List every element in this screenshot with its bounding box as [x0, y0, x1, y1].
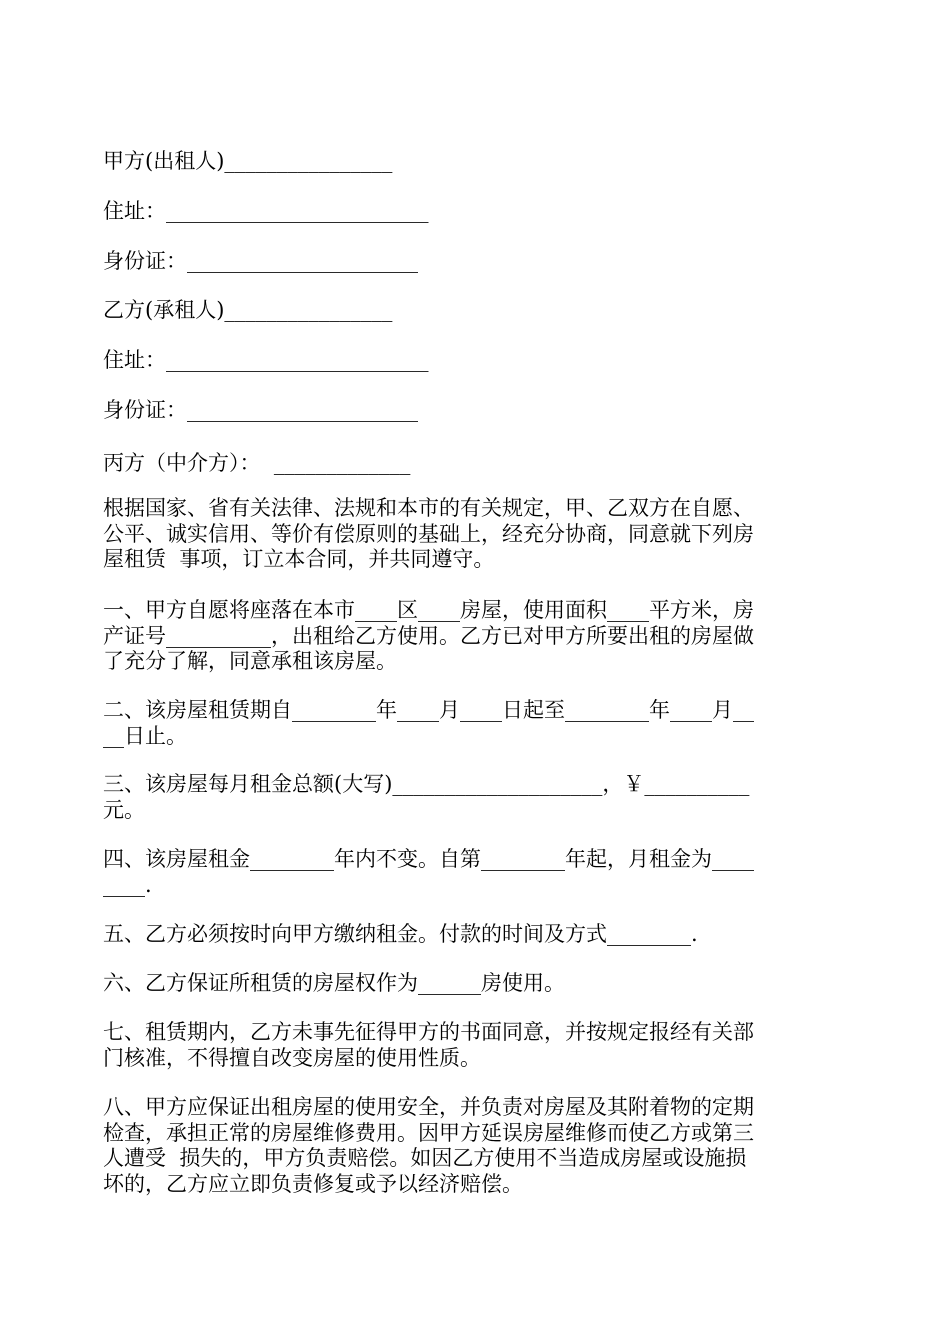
lessee-blank: ________________	[224, 298, 393, 322]
intro-line: 屋租赁 事项，订立本合同，并共同遵守。	[103, 547, 495, 571]
lessee-id-field	[103, 398, 418, 423]
clause-1	[103, 598, 853, 675]
intro-line: 公平、诚实信用、等价有偿原则的基础上，经充分协商，同意就下列房	[103, 521, 754, 546]
clause-line: 检查，承担正常的房屋维修费用。因甲方延误房屋维修而使乙方或第三	[103, 1120, 754, 1145]
lessor-field	[103, 149, 392, 174]
agent-field	[103, 451, 410, 476]
lessee-id-blank: ______________________	[187, 398, 418, 422]
clause-line: 八、甲方应保证出租房屋的使用安全，并负责对房屋及其附着物的定期	[103, 1095, 754, 1119]
clause-5	[103, 922, 853, 948]
clause-4	[103, 847, 853, 898]
clause-line: 元。	[103, 797, 145, 822]
clause-3	[103, 772, 853, 823]
clause-line: 五、乙方必须按时向甲方缴纳租金。付款的时间及方式________.	[103, 922, 698, 946]
intro-paragraph	[103, 496, 853, 573]
clause-line: 二、该房屋租赁期自________年____月____日起至________年____月__	[103, 698, 754, 722]
lessee-address-field	[103, 348, 429, 373]
lessor-address-label: 住址：	[103, 199, 166, 223]
clause-line: __日止。	[103, 723, 187, 748]
agent-label: 丙方（中介方）：	[103, 451, 261, 475]
clause-line: 人遭受 损失的，甲方负责赔偿。如因乙方使用不当造成房屋或设施损	[103, 1146, 747, 1170]
lessor-blank: ________________	[224, 149, 393, 173]
intro-line: 根据国家、省有关法律、法规和本市的有关规定，甲、乙双方在自愿、	[103, 496, 754, 520]
lessor-id-label: 身份证：	[103, 249, 187, 273]
clause-line: 四、该房屋租金________年内不变。自第________年起，月租金为____	[103, 847, 754, 871]
clause-line: 门核准，不得擅自改变房屋的使用性质。	[103, 1045, 481, 1070]
lessee-field	[103, 298, 392, 323]
lessee-label: 乙方(承租人)	[103, 298, 225, 322]
clause-2	[103, 698, 853, 749]
clause-line: 三、该房屋每月租金总额(大写)____________________，￥__________	[103, 772, 750, 796]
lessor-id-blank: ______________________	[187, 249, 418, 273]
clause-line: 坏的，乙方应立即负责修复或予以经济赔偿。	[103, 1171, 523, 1196]
lessor-id-field	[103, 249, 418, 274]
clause-line: 六、乙方保证所租赁的房屋权作为______房使用。	[103, 971, 565, 995]
lessor-label: 甲方(出租人)	[103, 149, 225, 173]
clause-line: 了充分了解，同意承租该房屋。	[103, 649, 397, 673]
clause-8	[103, 1095, 853, 1197]
lessee-address-blank: _________________________	[166, 348, 429, 372]
clause-7	[103, 1020, 853, 1071]
agent-blank: _____________	[260, 451, 411, 475]
clause-6	[103, 971, 853, 997]
clause-line: 七、租赁期内，乙方未事先征得甲方的书面同意，并按规定报经有关部	[103, 1020, 754, 1044]
lessee-id-label: 身份证：	[103, 398, 187, 422]
lessor-address-blank: _________________________	[166, 199, 429, 223]
lessee-address-label: 住址：	[103, 348, 166, 372]
clause-line: ____.	[103, 872, 152, 897]
lessor-address-field	[103, 199, 429, 224]
clause-line: 产证号__________，出租给乙方使用。乙方已对甲方所要出租的房屋做	[103, 623, 754, 648]
clause-line: 一、甲方自愿将座落在本市____区____房屋，使用面积____平方米，房	[103, 598, 754, 622]
